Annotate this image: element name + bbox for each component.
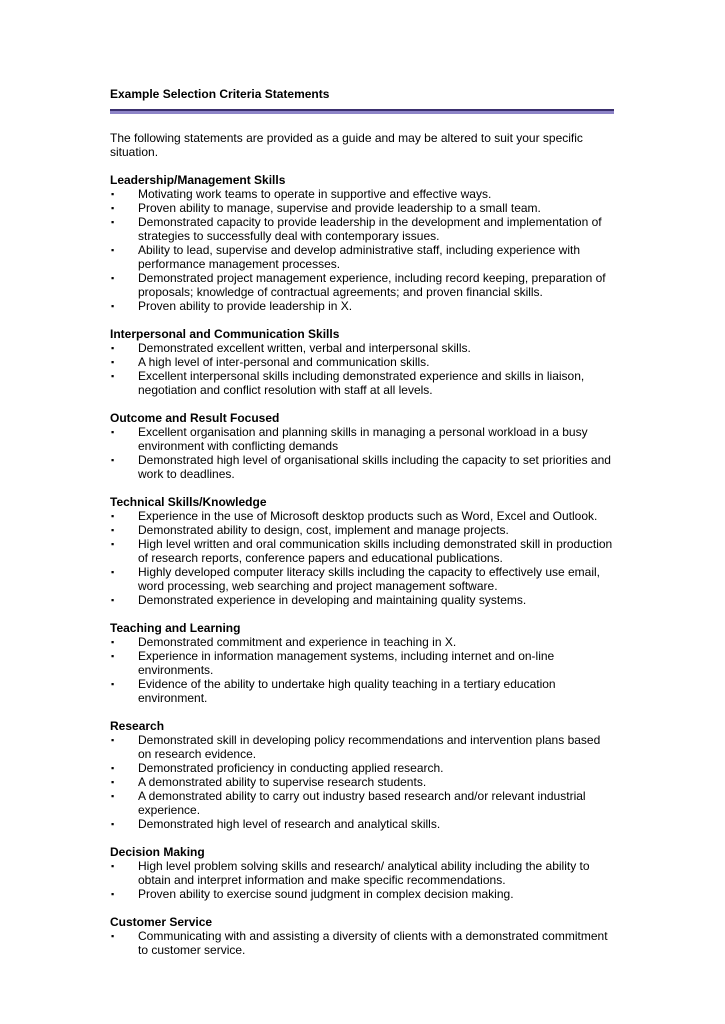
criteria-list [110,733,615,831]
square-bullet-icon: ▪ [111,301,115,311]
square-bullet-icon: ▪ [111,525,115,535]
criteria-list-item [110,187,614,201]
criteria-item-text: Proven ability to exercise sound judgment in complex decision making. [138,887,514,901]
section-heading: Technical Skills/Knowledge [110,495,267,509]
square-bullet-icon: ▪ [111,735,115,745]
criteria-list-item [110,761,614,775]
square-bullet-icon: ▪ [111,189,115,199]
criteria-list-item [110,425,614,453]
criteria-list-item [110,593,614,607]
criteria-list-item [110,817,614,831]
criteria-section [110,915,615,957]
criteria-list-item [110,929,614,957]
square-bullet-icon: ▪ [111,861,115,871]
criteria-item-text: A high level of inter-personal and communication skills. [138,355,430,369]
criteria-item-text: Demonstrated experience in developing and maintaining quality systems. [138,593,527,607]
square-bullet-icon: ▪ [111,427,115,437]
criteria-item-text: Demonstrated project management experience, including record keeping, preparation of proposals; knowledge of contractual agreements; and proven financial skills. [138,271,606,299]
criteria-item-text: Ability to lead, supervise and develop administrative staff, including experience with performance management processes. [138,243,581,271]
criteria-item-text: Motivating work teams to operate in supportive and effective ways. [138,187,492,201]
square-bullet-icon: ▪ [111,595,115,605]
criteria-section [110,719,615,831]
criteria-item-text: Demonstrated proficiency in conducting applied research. [138,761,444,775]
criteria-list-item [110,453,614,481]
criteria-list [110,341,615,397]
criteria-list-item [110,355,614,369]
square-bullet-icon: ▪ [111,889,115,899]
criteria-section [110,327,615,397]
criteria-list-item [110,565,614,593]
criteria-item-text: Excellent interpersonal skills including demonstrated experience and skills in liaison, negotiation and conflict resolution with staff at all levels. [138,369,585,397]
square-bullet-icon: ▪ [111,539,115,549]
criteria-item-text: Communicating with and assisting a diversity of clients with a demonstrated commitment to customer service. [138,929,608,957]
title-underline-rule [110,109,614,114]
criteria-list-item [110,649,614,677]
square-bullet-icon: ▪ [111,371,115,381]
square-bullet-icon: ▪ [111,245,115,255]
section-heading: Customer Service [110,915,213,929]
section-heading: Decision Making [110,845,205,859]
section-heading: Interpersonal and Communication Skills [110,327,340,341]
criteria-list-item [110,887,614,901]
criteria-list [110,187,615,313]
criteria-item-text: Demonstrated high level of organisational skills including the capacity to set priorities and work to deadlines. [138,453,611,481]
square-bullet-icon: ▪ [111,931,115,941]
criteria-section [110,411,615,481]
criteria-list [110,509,615,607]
criteria-item-text: Demonstrated commitment and experience in teaching in X. [138,635,457,649]
criteria-list-item [110,341,614,355]
sections-container [110,173,615,957]
criteria-item-text: Excellent organisation and planning skills in managing a personal workload in a busy environment with conflicting demands [138,425,588,453]
criteria-list-item [110,775,614,789]
criteria-list [110,859,615,901]
criteria-list-item [110,299,614,313]
square-bullet-icon: ▪ [111,217,115,227]
section-heading: Outcome and Result Focused [110,411,280,425]
criteria-section [110,495,615,607]
square-bullet-icon: ▪ [111,777,115,787]
criteria-item-text: High level written and oral communication skills including demonstrated skill in production of research reports, conference papers and educational publications. [138,537,613,565]
intro-paragraph: The following statements are provided as a guide and may be altered to suit your specific situation. [110,131,583,159]
criteria-item-text: Highly developed computer literacy skills including the capacity to effectively use email, word processing, web searching and project management software. [138,565,601,593]
criteria-list [110,635,615,705]
criteria-list-item [110,215,614,243]
criteria-list-item [110,509,614,523]
criteria-section [110,845,615,901]
section-heading: Research [110,719,165,733]
criteria-list-item [110,243,614,271]
criteria-item-text: A demonstrated ability to carry out industry based research and/or relevant industrial experience. [138,789,586,817]
criteria-section [110,621,615,705]
criteria-list-item [110,733,614,761]
criteria-item-text: Experience in the use of Microsoft desktop products such as Word, Excel and Outlook. [138,509,598,523]
criteria-list-item [110,271,614,299]
square-bullet-icon: ▪ [111,511,115,521]
criteria-item-text: Demonstrated ability to design, cost, implement and manage projects. [138,523,509,537]
criteria-item-text: Proven ability to provide leadership in X. [138,299,353,313]
criteria-item-text: A demonstrated ability to supervise research students. [138,775,427,789]
criteria-item-text: Proven ability to manage, supervise and provide leadership to a small team. [138,201,541,215]
criteria-item-text: Demonstrated capacity to provide leadership in the development and implementation of strategies to successfully deal with contemporary issues. [138,215,602,243]
criteria-list-item [110,201,614,215]
criteria-list-item [110,859,614,887]
section-heading: Teaching and Learning [110,621,241,635]
criteria-item-text: High level problem solving skills and research/ analytical ability including the ability to obtain and interpret information and make specific recommendations. [138,859,590,887]
square-bullet-icon: ▪ [111,763,115,773]
square-bullet-icon: ▪ [111,455,115,465]
criteria-item-text: Evidence of the ability to undertake high quality teaching in a tertiary education environment. [138,677,556,705]
criteria-item-text: Experience in information management systems, including internet and on-line environments. [138,649,555,677]
criteria-item-text: Demonstrated skill in developing policy recommendations and intervention plans based on research evidence. [138,733,601,761]
criteria-list [110,929,615,957]
square-bullet-icon: ▪ [111,679,115,689]
square-bullet-icon: ▪ [111,203,115,213]
criteria-list-item [110,369,614,397]
criteria-list-item [110,523,614,537]
square-bullet-icon: ▪ [111,819,115,829]
criteria-list [110,425,615,481]
document-title: Example Selection Criteria Statements [110,87,330,101]
square-bullet-icon: ▪ [111,651,115,661]
square-bullet-icon: ▪ [111,357,115,367]
square-bullet-icon: ▪ [111,273,115,283]
square-bullet-icon: ▪ [111,791,115,801]
square-bullet-icon: ▪ [111,343,115,353]
criteria-section [110,173,615,313]
criteria-list-item [110,635,614,649]
criteria-list-item [110,537,614,565]
criteria-list-item [110,789,614,817]
criteria-list-item [110,677,614,705]
square-bullet-icon: ▪ [111,567,115,577]
section-heading: Leadership/Management Skills [110,173,286,187]
square-bullet-icon: ▪ [111,637,115,647]
criteria-item-text: Demonstrated high level of research and analytical skills. [138,817,441,831]
criteria-item-text: Demonstrated excellent written, verbal and interpersonal skills. [138,341,471,355]
